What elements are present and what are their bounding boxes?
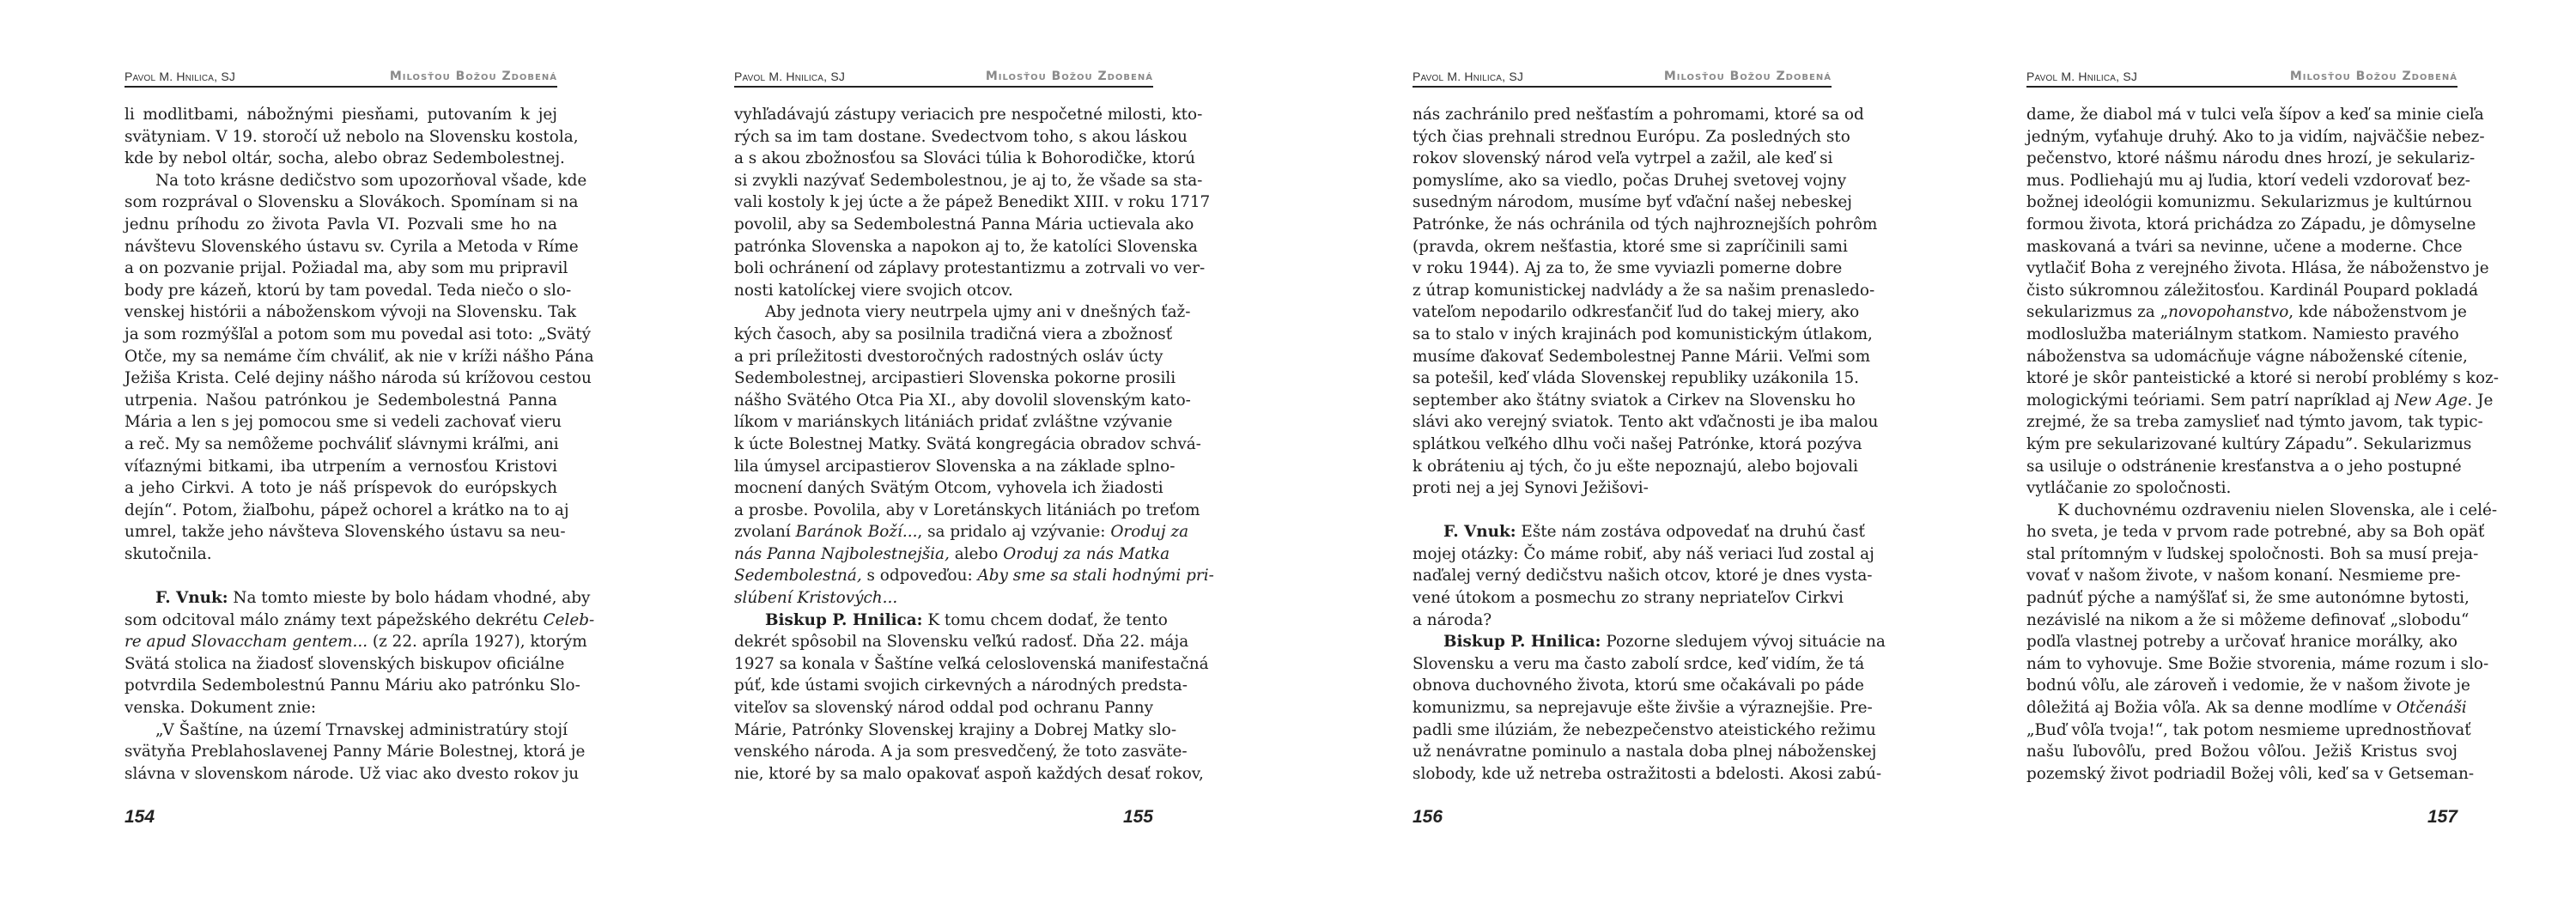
text-line: nás zachránilo pred nešťastím a pohromami, ktoré sa od xyxy=(1413,106,1864,124)
text-line: mus. Podliehajú mu aj ľudia, ktorí vedeli vzdorovať bez- xyxy=(2026,171,2471,190)
text-line: nás Panna Najbolestnejšia, alebo Oroduj za nás Matka xyxy=(734,544,1170,563)
dialogue-paragraph xyxy=(734,610,1209,786)
text-line: obnova duchovného života, ktorú sme očakávali po páde xyxy=(1413,676,1864,695)
text-line: božnej ideológii komunizmu. Sekularizmus je kultúrnou xyxy=(2026,193,2472,212)
text-line: sekularizmus za „novopohanstvo, kde náboženstvom je xyxy=(2026,303,2467,322)
text-line: k úcte Bolestnej Matky. Svätá kongregácia obradov schvá- xyxy=(734,434,1201,453)
text-line: 1927 sa konala v Šaštíne veľká celoslovenská manifestačná xyxy=(734,654,1209,673)
text-line: (pravda, okrem nešťastia, ktoré sme si zapríčinili sami xyxy=(1413,237,1848,256)
text-line: vateľom nepodarilo odkresťančiť ľud do takej miery, ako xyxy=(1413,303,1860,322)
text-line: a s akou zbožnosťou sa Slováci túlia k Bohorodičke, ktorú xyxy=(734,149,1195,168)
running-header xyxy=(734,69,1153,88)
header-author: Pavol M. Hnilica, SJ xyxy=(2026,70,2138,83)
dialogue-paragraph xyxy=(125,587,595,719)
text-line: sa potešil, keď vláda Slovenskej republiky uzákonila 15. xyxy=(1413,369,1859,388)
text-line: našu ľubovôľu, pred Božou vôľou. Ježiš Kristus svoj xyxy=(2026,743,2458,761)
text-line: dame, že diabol má v tulci veľa šípov a keď sa minie cieľa xyxy=(2026,106,2484,124)
page-number: 154 xyxy=(125,807,155,827)
page-number: 156 xyxy=(1413,807,1443,827)
page-154 xyxy=(125,0,595,910)
header-author: Pavol M. Hnilica, SJ xyxy=(1413,70,1524,83)
text-line: som rozprával o Slovensku a Slovákoch. Spomínam si na xyxy=(125,193,579,212)
header-book-title: Milosťou Božou Zdobená xyxy=(1663,70,1832,83)
text-line: september ako štátny sviatok a Cirkev na Slovensku ho xyxy=(1413,391,1856,410)
text-line: slúbení Kristových... xyxy=(734,589,898,608)
text-line: naďalej verný dedičstvu našich otcov, ktoré je dnes vysta- xyxy=(1413,567,1873,585)
text-line: tých čias prehnali strednou Európu. Za posledných sto xyxy=(1413,127,1850,146)
text-line: patrónka Slovenska a napokon aj to, že katolíci Slovenska xyxy=(734,237,1198,256)
text-line: F. Vnuk: Ešte nám zostáva odpovedať na druhú časť xyxy=(1443,523,1865,542)
text-line: proti nej a jej Synovi Ježišovi- xyxy=(1413,479,1649,498)
text-line: venského národa. A ja som presvedčený, že toto zasväte- xyxy=(734,743,1188,761)
text-line: li modlitbami, nábožnými piesňami, putovaním k jej xyxy=(125,106,557,124)
text-line: si zvykli nazývať Sedembolestnou, je aj to, že všade sa sta- xyxy=(734,171,1203,190)
page-155 xyxy=(734,0,1214,910)
text-line: a prosbe. Povolila, aby v Loretánskych litániách po treťom xyxy=(734,500,1200,519)
text-line: zvolaní Baránok Boží..., sa pridalo aj vzývanie: Oroduj za xyxy=(734,523,1189,542)
text-line: Svätá stolica na žiadosť slovenských biskupov oficiálne xyxy=(125,654,565,673)
text-line: kde by nebol oltár, socha, alebo obraz Sedembolestnej. xyxy=(125,149,565,168)
text-line: Sedembolestná, s odpoveďou: Aby sme sa stali hodnými pri- xyxy=(734,567,1214,585)
text-line: náboženstva sa udomácňuje vágne náboženské cítenie, xyxy=(2026,347,2468,366)
text-line: rých sa im tam dostane. Svedectvom toho, s akou láskou xyxy=(734,127,1188,146)
page-number: 155 xyxy=(1122,807,1153,827)
header-book-title: Milosťou Božou Zdobená xyxy=(985,70,1153,83)
header-author: Pavol M. Hnilica, SJ xyxy=(734,70,846,83)
running-header xyxy=(2026,69,2458,88)
text-line: dejín“. Potom, žiaľbohu, pápež ochorel a krátko na to aj xyxy=(125,500,569,519)
text-line: a reč. My sa nemôžeme pochváliť slávnymi kráľmi, ani xyxy=(125,434,559,453)
paragraph xyxy=(1413,104,1879,500)
text-line: pomyslíme, ako sa viedlo, počas Druhej svetovej vojny xyxy=(1413,171,1847,190)
page-body xyxy=(2026,104,2499,785)
text-line: víťaznými bitkami, iba utrpením a vernosťou Kristovi xyxy=(125,457,557,476)
paragraph xyxy=(2026,500,2498,786)
text-line: Márie, Patrónky Slovenskej krajiny a Dobrej Matky slo- xyxy=(734,720,1177,739)
text-line: svätyňa Preblahoslavenej Panny Márie Bolestnej, ktorá je xyxy=(125,743,586,761)
text-line: padnúť pýche a namýšľať si, že sme autonómne bytosti, xyxy=(2026,589,2470,608)
header-book-title: Milosťou Božou Zdobená xyxy=(2289,70,2458,83)
text-line: re apud Slovaccham gentem... (z 22. apríla 1927), ktorým xyxy=(125,633,587,652)
text-line: potvrdila Sedembolestnú Pannu Máriu ako patrónku Slo- xyxy=(125,676,580,695)
text-line: povolil, aby sa Sedembolestná Panna Mária uctievala ako xyxy=(734,215,1194,234)
text-line: a jeho Cirkvi. A toto je náš príspevok do európskych xyxy=(125,479,557,498)
text-line: mojej otázky: Čo máme robiť, aby náš veriaci ľud zostal aj xyxy=(1413,544,1874,563)
text-line: nášho Svätého Otca Pia XI., aby dovolil slovenským kato- xyxy=(734,391,1191,410)
text-line: a pri príležitosti dvestoročných radostných osláv úcty xyxy=(734,347,1163,366)
text-line: umrel, takže jeho návšteva Slovenského ústavu sa neu- xyxy=(125,523,566,542)
paragraph xyxy=(125,170,594,566)
text-line: Biskup P. Hnilica: K tomu chcem dodať, že tento xyxy=(765,610,1168,629)
text-line: F. Vnuk: Na tomto mieste by bolo hádam vhodné, aby xyxy=(155,589,591,608)
text-line: stal prítomným v ľudskej spoločnosti. Boh sa musí preja- xyxy=(2026,544,2479,563)
text-line: sa usiluje o odstránenie kresťanstva a o jeho postupné xyxy=(2026,457,2462,476)
text-line: vovať v našom živote, v našom konaní. Nesmieme pre- xyxy=(2026,567,2461,585)
text-line: splátkou veľkého dlhu voči našej Patrónke, ktorá pozýva xyxy=(1413,434,1862,453)
text-line: k obráteniu aj tých, čo ju ešte nepoznajú, alebo bojovali xyxy=(1413,457,1858,476)
text-line: body pre kázeň, ktorú by tam povedal. Teda niečo o slo- xyxy=(125,281,572,300)
text-line: Sedembolestnej, arcipastieri Slovenska pokorne prosili xyxy=(734,369,1176,388)
text-line: líkom v mariánskych litániách pridať zvláštne vzývanie xyxy=(734,413,1173,432)
text-line: návštevu Slovenského ústavu sv. Cyrila a Metoda v Ríme xyxy=(125,237,579,256)
text-line: bodnú vôľu, ale zároveň i vedomie, že v našom živote je xyxy=(2026,676,2470,695)
text-line: utrpenia. Našou patrónkou je Sedembolestná Panna xyxy=(125,391,557,410)
page-number: 157 xyxy=(2427,807,2458,827)
header-author: Pavol M. Hnilica, SJ xyxy=(125,70,236,83)
text-line: modloslužba materiálnym statkom. Namiesto pravého xyxy=(2026,325,2459,343)
text-line: rokov slovenský národ veľa vytrpel a zažil, ale keď si xyxy=(1413,149,1833,168)
text-line: Biskup P. Hnilica: Pozorne sledujem vývoj situácie na xyxy=(1443,633,1886,652)
text-line: z útrap komunistickej nadvlády a že sa našim prenasledo- xyxy=(1413,281,1875,300)
text-line: maskovaná a tvári sa nevinne, učene a moderne. Chce xyxy=(2026,237,2463,256)
text-line: Aby jednota viery neutrpela ujmy ani v dnešných ťaž- xyxy=(765,303,1191,322)
text-line: sa to stalo v iných krajinách pod komunistickým útlakom, xyxy=(1413,325,1873,343)
text-line: svätyniam. V 19. storočí už nebolo na Slovensku kostola, xyxy=(125,127,579,146)
text-line: mologickými teóriami. Sem patrí napríklad aj New Age. Je xyxy=(2026,391,2494,410)
text-line: „Buď vôľa tvoja!“, tak potom nesmieme uprednostňovať xyxy=(2026,720,2471,739)
text-line: formou života, ktorá prichádza zo Západu, je dômyselne xyxy=(2026,215,2476,234)
page-body xyxy=(1413,104,1886,785)
text-line: ja som rozmýšľal a potom som mu povedal asi toto: „Svätý xyxy=(125,325,591,343)
paragraph xyxy=(125,719,586,786)
paragraph xyxy=(734,301,1214,609)
text-line: musíme ďakovať Sedembolestnej Panne Márii. Veľmi som xyxy=(1413,347,1871,366)
text-line: padli sme ilúziám, že nebezpečenstvo ateistického režimu xyxy=(1413,720,1876,739)
dialogue-paragraph xyxy=(1413,521,1874,631)
running-header xyxy=(1413,69,1832,88)
text-line: boli ochránení od záplavy protestantizmu a zotrvali vo ver- xyxy=(734,259,1206,278)
text-line: nám to vyhovuje. Sme Božie stvorenia, máme rozum i slo- xyxy=(2026,654,2489,673)
text-line: dekrét spôsobil na Slovensku veľkú radosť. Dňa 22. mája xyxy=(734,633,1189,652)
text-line: a národa? xyxy=(1413,610,1492,629)
text-line: čisto súkromnou záležitosťou. Kardinál Poupard pokladá xyxy=(2026,281,2479,300)
text-line: venskej histórii a náboženskom vývoji na Slovensku. Tak xyxy=(125,303,577,322)
speaker-name: Biskup P. Hnilica: xyxy=(1443,633,1601,652)
text-line: pečenstvo, ktoré nášmu národu dnes hrozí, je sekulariz- xyxy=(2026,149,2476,168)
text-line: kým pre sekularizované kultúry Západu”. Sekularizmus xyxy=(2026,434,2472,453)
text-line: jednu príhodu zo života Pavla VI. Pozvali sme ho na xyxy=(125,215,557,234)
text-line: K duchovnému ozdraveniu nielen Slovenska, ale i celé- xyxy=(2057,500,2498,519)
text-line: a on pozvanie prijal. Požiadal ma, aby som mu pripravil xyxy=(125,259,568,278)
text-line: Slovensku a veru ma často zabolí srdce, keď vidím, že tá xyxy=(1413,654,1865,673)
text-line: susedným národom, musíme byť vďační našej nebeskej xyxy=(1413,193,1852,212)
text-line: Na toto krásne dedičstvo som upozorňoval všade, kde xyxy=(155,171,587,190)
text-line: ho sveta, je teda v prvom rade potrebné, aby sa Boh opäť xyxy=(2026,523,2485,542)
text-line: Mária a len s jej pomocou sme si vedeli zachovať vieru xyxy=(125,413,562,432)
text-line: komunizmu, sa neprejavuje ešte živšie a výraznejšie. Pre- xyxy=(1413,699,1873,718)
header-book-title: Milosťou Božou Zdobená xyxy=(389,70,557,83)
page-body xyxy=(125,104,595,785)
text-line: podľa vlastnej potreby a určovať hranice morálky, ako xyxy=(2026,633,2458,652)
text-line: lila úmysel arcipastierov Slovenska a na základe splno- xyxy=(734,457,1176,476)
text-line: Patrónke, že nás ochránila od tých najhroznejších pohrôm xyxy=(1413,215,1878,234)
speaker-name: F. Vnuk: xyxy=(1443,523,1516,542)
text-line: slobody, kde už netreba ostražitosti a bdelosti. Akosi zabú- xyxy=(1413,764,1882,783)
text-line: som odcitoval málo známy text pápežského dekrétu Celeb- xyxy=(125,610,595,629)
text-line: nosti katolíckej viere svojich otcov. xyxy=(734,281,1013,300)
paragraph xyxy=(2026,104,2499,500)
text-line: slávi ako verejný sviatok. Tento akt vďačnosti je iba malou xyxy=(1413,413,1879,432)
running-header xyxy=(125,69,557,88)
text-line: púť, kde ústami svojich cirkevných a národných predsta- xyxy=(734,676,1188,695)
text-line: nezávislé na nikom a že si môžeme definovať „slobodu“ xyxy=(2026,610,2470,629)
page-157 xyxy=(2026,0,2499,910)
page-body xyxy=(734,104,1214,785)
text-line: vytlačiť Boha z verejného života. Hlása, že náboženstvo je xyxy=(2026,259,2489,278)
text-line: nie, ktoré by sa malo opakovať aspoň každých desať rokov, xyxy=(734,764,1204,783)
page-156 xyxy=(1413,0,1886,910)
dialogue-paragraph xyxy=(1413,631,1886,785)
text-line: zrejmé, že sa treba zamyslieť nad týmto javom, tak typic- xyxy=(2026,413,2483,432)
text-line: skutočnila. xyxy=(125,544,212,563)
text-line: Otče, my sa nemáme čím chváliť, ak nie v kríži nášho Pána xyxy=(125,347,594,366)
text-line: vali kostoly k jej úcte a že pápež Benedikt XIII. v roku 1717 xyxy=(734,193,1211,212)
text-line: jedným, vyťahuje druhý. Ako to ja vidím, najväčšie nebez- xyxy=(2026,127,2485,146)
paragraph xyxy=(734,104,1211,301)
text-line: mocnení daných Svätým Otcom, vyhovela ich žiadosti xyxy=(734,479,1163,498)
text-line: vytláčanie zo spoločnosti. xyxy=(2026,479,2232,498)
text-line: dôležitá aj Božia vôľa. Ak sa denne modlíme v Otčenáši xyxy=(2026,699,2467,718)
text-line: v roku 1944). Aj za to, že sme vyviazli pomerne dobre xyxy=(1413,259,1843,278)
text-line: ktoré je skôr panteistické a ktoré si nerobí problémy s koz- xyxy=(2026,369,2499,388)
text-line: vyhľadávajú zástupy veriacich pre nespočetné milosti, kto- xyxy=(734,106,1203,124)
text-line: už nenávratne pominulo a nastala doba plnej náboženskej xyxy=(1413,743,1877,761)
paragraph xyxy=(125,104,579,170)
text-line: viteľov sa slovenský národ oddal pod ochranu Panny xyxy=(734,699,1153,718)
text-line: „V Šaštíne, na území Trnavskej administratúry stojí xyxy=(155,720,568,739)
text-line: vené útokom a posmechu zo strany nepriateľov Cirkvi xyxy=(1413,589,1844,608)
text-line: kých časoch, aby sa posilnila tradičná viera a zbožnosť xyxy=(734,325,1173,343)
speaker-name: Biskup P. Hnilica: xyxy=(765,610,923,629)
text-line: venska. Dokument znie: xyxy=(125,699,317,718)
text-line: slávna v slovenskom národe. Už viac ako dvesto rokov ju xyxy=(125,764,580,783)
text-line: Ježiša Krista. Celé dejiny nášho národa sú krížovou cestou xyxy=(125,369,592,388)
speaker-name: F. Vnuk: xyxy=(155,589,228,608)
text-line: pozemský život podriadil Božej vôli, keď sa v Getseman- xyxy=(2026,764,2475,783)
